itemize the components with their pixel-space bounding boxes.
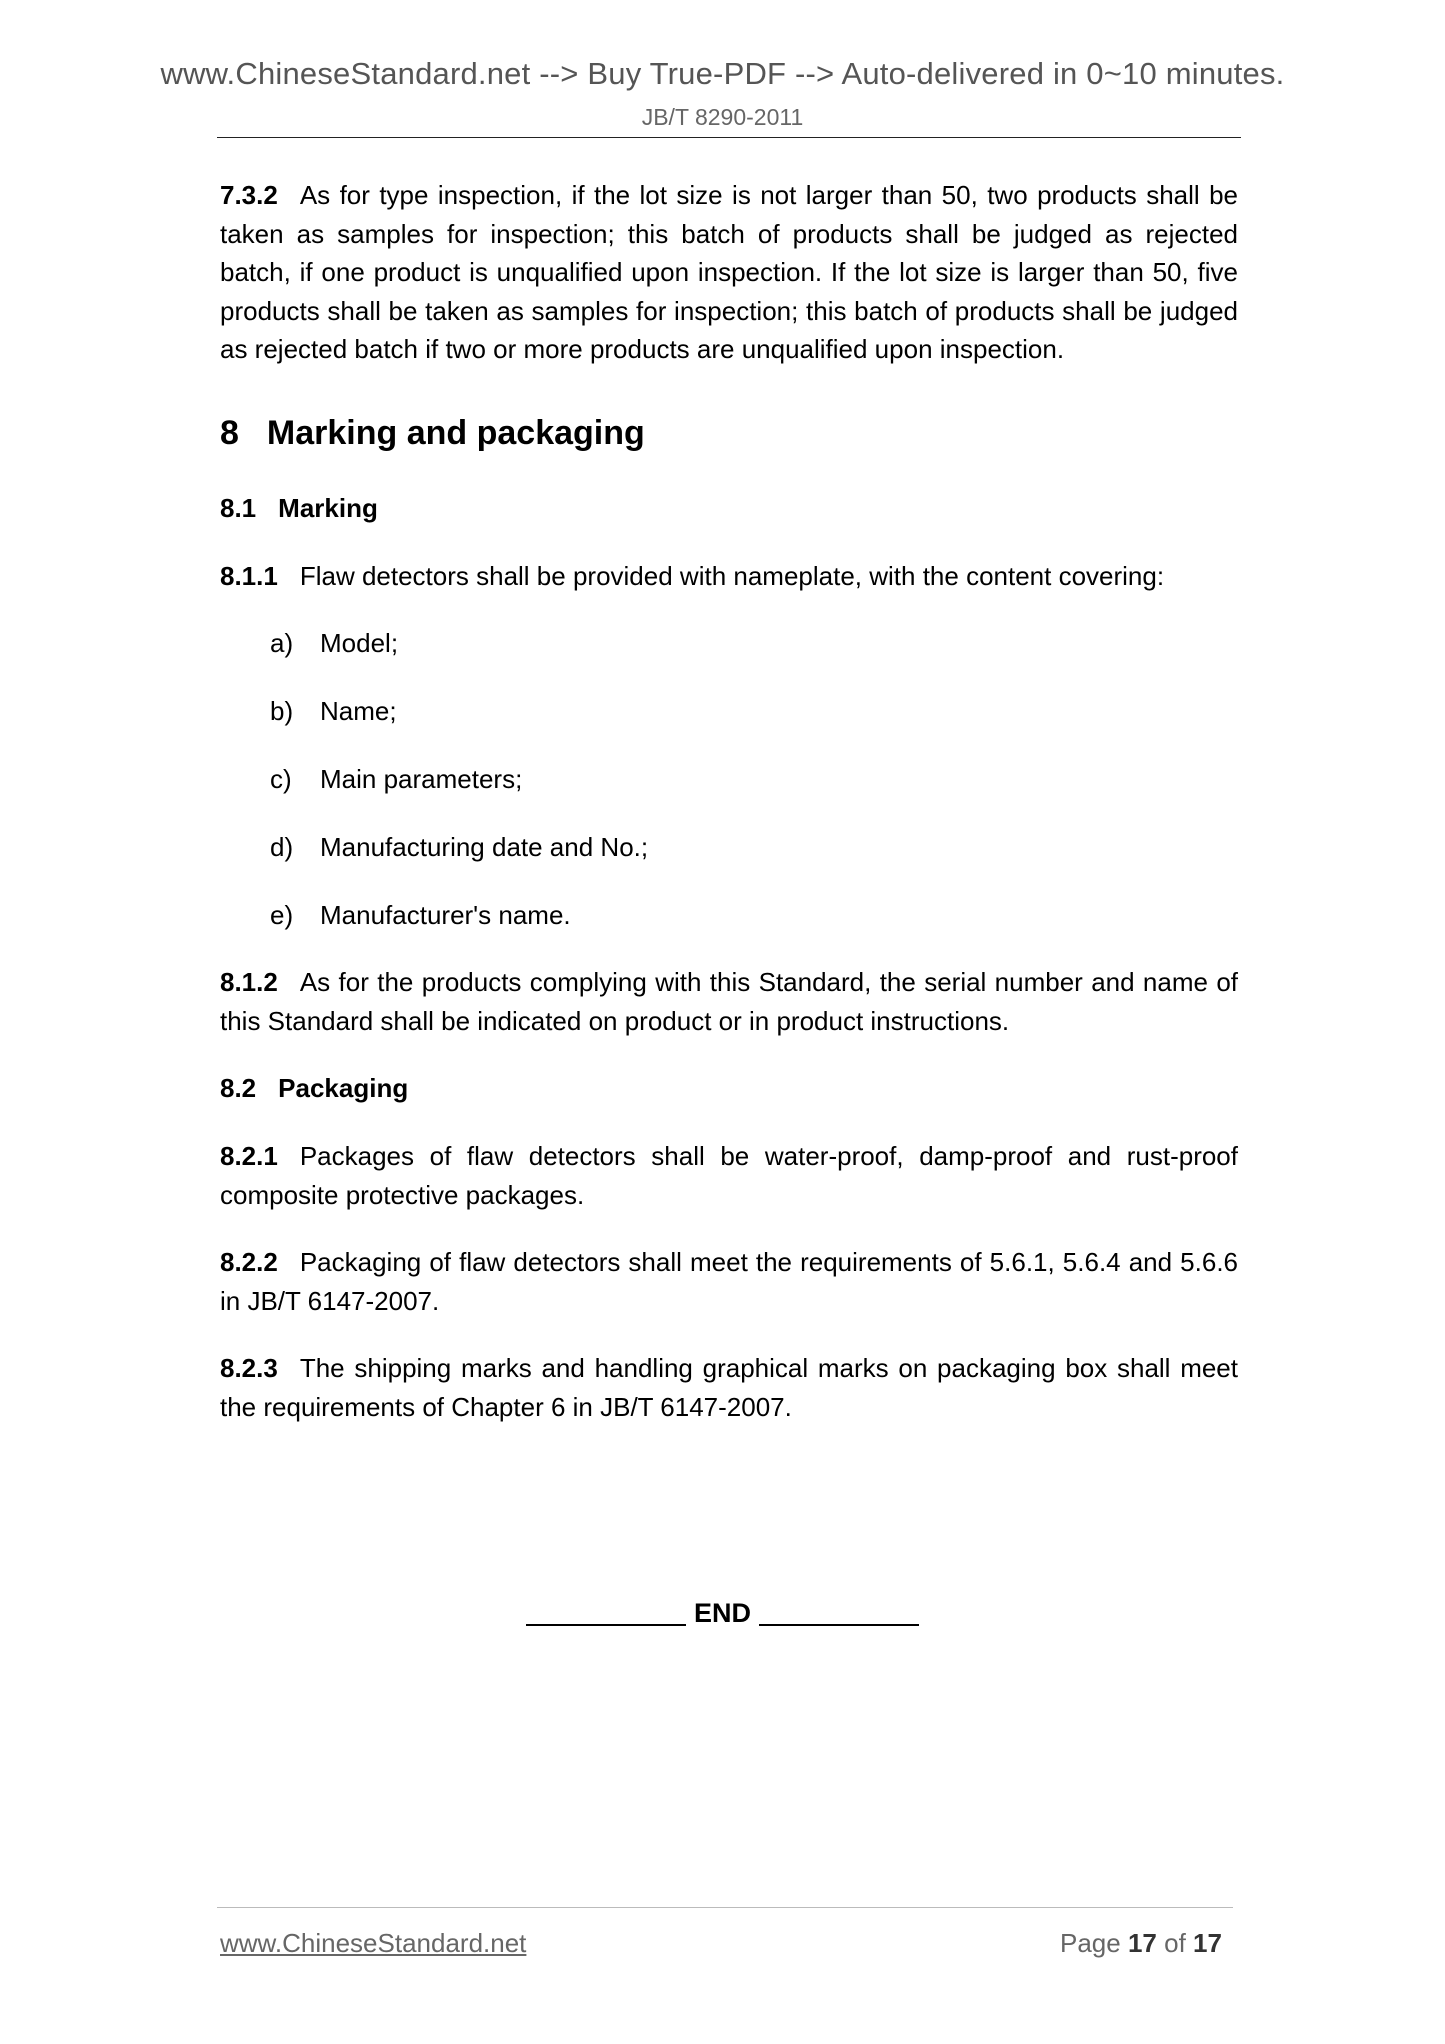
section-number: 8.1 xyxy=(220,492,257,523)
clause-text: The shipping marks and handling graphical marks on packaging box shall meet the requirements of Chapter 6 in JB/T 6147-2007. xyxy=(220,1353,1238,1422)
clause-7-3-2 xyxy=(220,176,1238,369)
clause-number: 7.3.2 xyxy=(220,180,278,210)
list-item-text: Manufacturing date and No.; xyxy=(320,832,649,862)
clause-text: Flaw detectors shall be provided with nameplate, with the content covering: xyxy=(299,560,1165,591)
list-item-label: d) xyxy=(270,832,294,862)
list-item xyxy=(220,760,1238,798)
chapter-number: 8 xyxy=(220,413,239,452)
document-id: JB/T 8290-2011 xyxy=(641,104,804,130)
list-item-label: b) xyxy=(270,696,294,726)
clause-text: Packages of flaw detectors shall be water-proof, damp-proof and rust-proof composite protective packages. xyxy=(220,1141,1238,1210)
page-of: of xyxy=(1164,1928,1186,1958)
clause-number: 8.2.2 xyxy=(220,1247,278,1277)
end-rule-left xyxy=(526,1624,686,1626)
header-divider xyxy=(217,137,1241,138)
page-number xyxy=(1060,1928,1222,1959)
clause-8-2-1 xyxy=(220,1137,1238,1214)
section-number: 8.2 xyxy=(220,1073,257,1103)
site-banner: www.ChineseStandard.net --> Buy True-PDF --> Auto-delivered in 0~10 minutes. xyxy=(160,56,1285,91)
footer-site-link[interactable]: www.ChineseStandard.net xyxy=(220,1928,527,1958)
list-item-text: Main parameters; xyxy=(320,764,523,794)
clause-number: 8.1.1 xyxy=(220,560,278,591)
section-8-2-heading xyxy=(220,1069,1238,1107)
clause-text: As for the products complying with this Standard, the serial number and name of this Standard shall be indicated on product or in product instructions. xyxy=(220,967,1238,1036)
clause-number: 8.2.3 xyxy=(220,1353,278,1383)
list-item-text: Name; xyxy=(320,696,397,726)
page-current: 17 xyxy=(1127,1928,1157,1958)
list-item xyxy=(220,896,1238,934)
list-item-label: c) xyxy=(270,764,292,794)
list-item xyxy=(220,692,1238,730)
clause-8-1-1 xyxy=(220,557,1238,596)
clause-8-2-3 xyxy=(220,1349,1238,1426)
document-body xyxy=(220,176,1238,1426)
end-rule-right xyxy=(759,1624,919,1626)
footer-divider xyxy=(217,1907,1233,1908)
chapter-8-heading xyxy=(220,413,1238,453)
clause-number: 8.1.2 xyxy=(220,967,278,997)
list-item-label: a) xyxy=(270,628,294,658)
clause-number: 8.2.1 xyxy=(220,1141,278,1171)
chapter-title: Marking and packaging xyxy=(266,413,645,452)
list-item-text: Model; xyxy=(320,628,399,658)
list-item xyxy=(220,624,1238,662)
page-prefix: Page xyxy=(1060,1928,1121,1958)
list-item-label: e) xyxy=(270,900,294,930)
section-title: Marking xyxy=(278,492,378,523)
clause-text: As for type inspection, if the lot size is not larger than 50, two products shall be taken as samples for inspection; this batch of products shall be judged as rejected batch, if one product is unqualified upon inspection. If the lot size is larger than 50, five products shall be taken as samples for inspection; this batch of products shall be judged as rejected batch if two or more products are unqualified upon inspection. xyxy=(220,180,1238,364)
section-title: Packaging xyxy=(278,1073,409,1103)
clause-text: Packaging of flaw detectors shall meet the requirements of 5.6.1, 5.6.4 and 5.6.6 in JB/T 6147-2007. xyxy=(220,1247,1238,1316)
section-8-1-heading xyxy=(220,489,1238,527)
end-text: END xyxy=(693,1598,751,1628)
list-item xyxy=(220,828,1238,866)
end-marker xyxy=(0,1598,1445,1629)
clause-8-1-2 xyxy=(220,963,1238,1040)
clause-8-2-2 xyxy=(220,1243,1238,1320)
list-item-text: Manufacturer's name. xyxy=(320,900,571,930)
page-total: 17 xyxy=(1193,1928,1222,1958)
